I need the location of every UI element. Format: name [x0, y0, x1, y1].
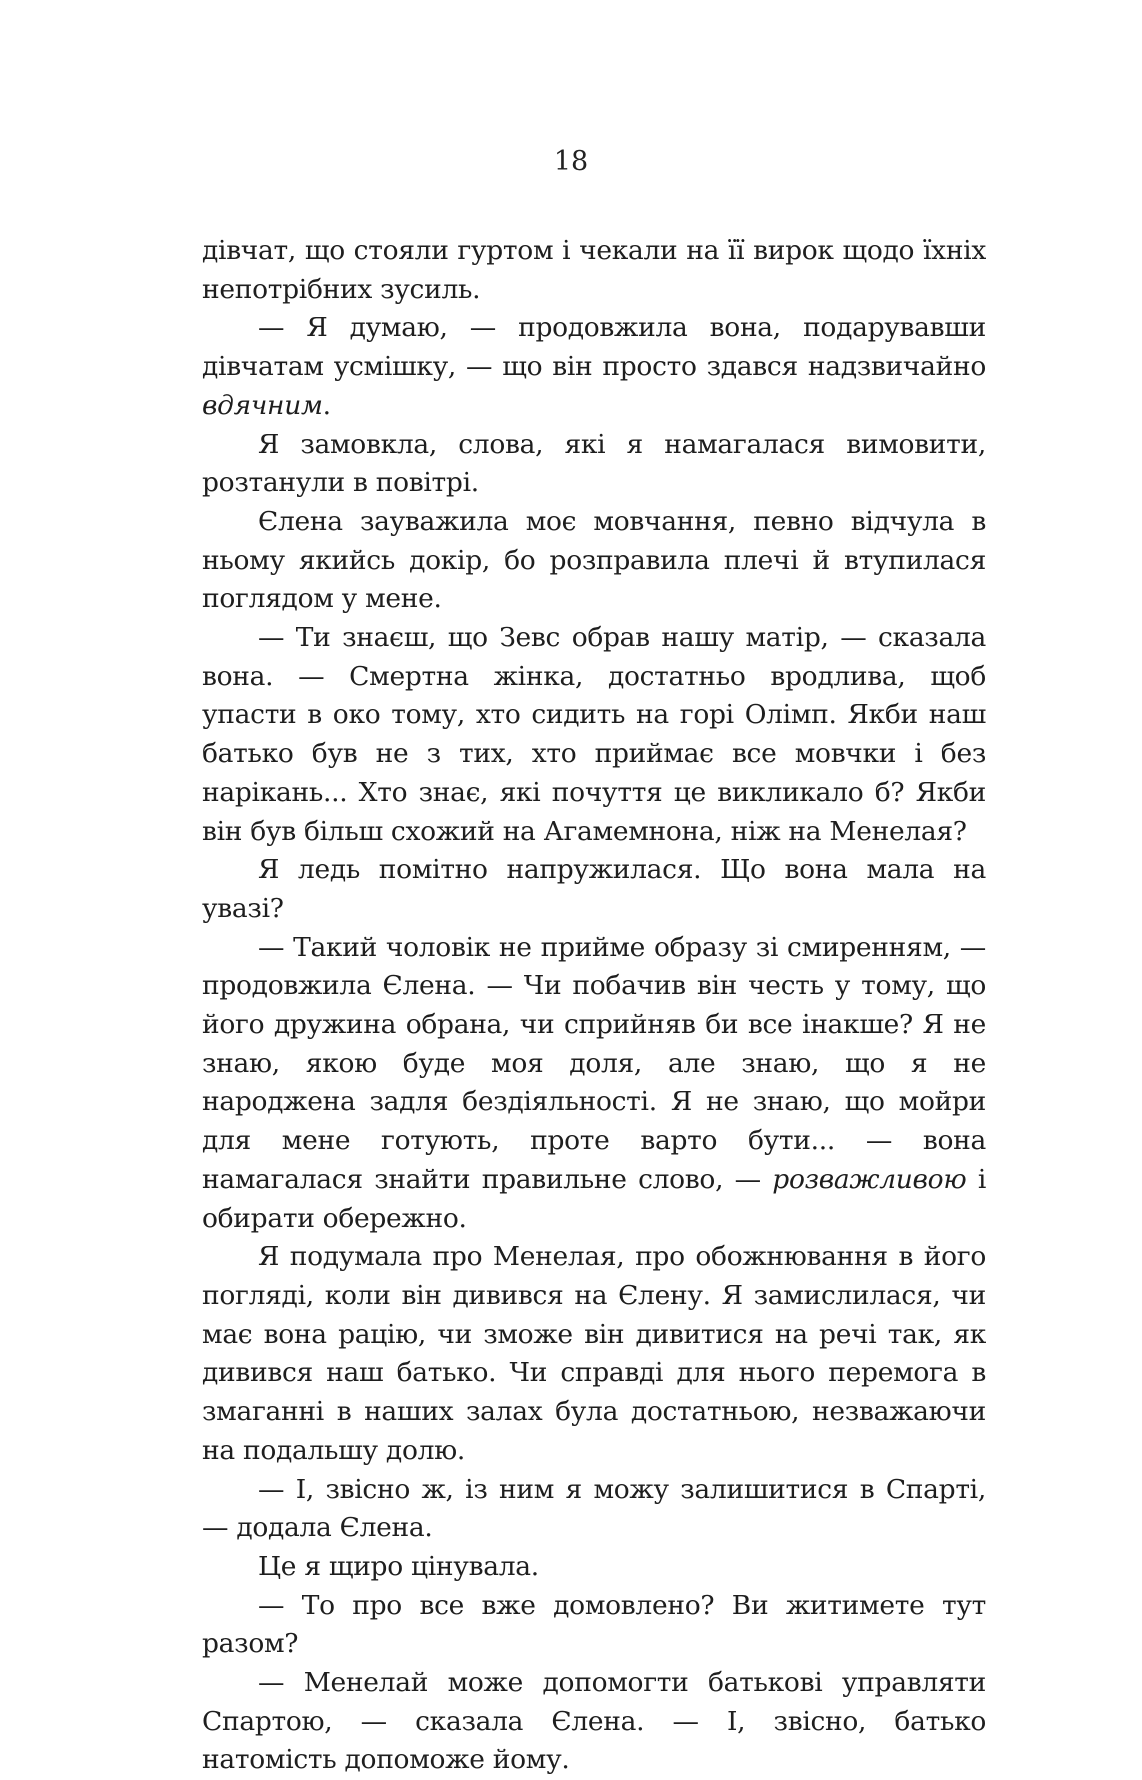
paragraph-text: — Я думаю, — продовжила вона, подарувавши дівчатам усмішку, — що він просто здався надзвичайно	[202, 312, 986, 383]
paragraph	[202, 1587, 986, 1664]
paragraph-text: — Менелай може допомогти батькові управляти Спартою, — сказала Єлена. — І, звісно, батько натомість допоможе йому.	[202, 1667, 986, 1776]
italic-text: вдячним	[202, 389, 323, 421]
paragraph	[202, 503, 986, 619]
paragraph-text: Єлена зауважила моє мовчання, певно відчула в ньому якийсь докір, бо розправила плечі й втупилася поглядом у мене.	[202, 505, 986, 615]
paragraph	[202, 929, 986, 1239]
paragraph-text: — То про все вже домовлено? Ви житимете тут разом?	[202, 1589, 986, 1660]
paragraph-text: Я замовкла, слова, які я намагалася вимовити, розтанули в повітрі.	[202, 428, 986, 499]
paragraph-text: Я подумала про Менелая, про обожнювання в його погляді, коли він дивився на Єлену. Я замислилася, чи має вона рацію, чи зможе він дивитися на речі так, як дивився наш батько. Чи справді для нього перемога в змаганні в наших залах була достатньою, незважаючи на подальшу долю.	[202, 1241, 986, 1466]
paragraph-text: і обирати обережно.	[202, 1163, 986, 1234]
paragraph	[202, 1664, 986, 1780]
paragraph	[202, 619, 986, 851]
italic-text: розважливою	[772, 1163, 967, 1195]
paragraph	[202, 1548, 986, 1587]
paragraph	[202, 309, 986, 425]
paragraph-text: — І, звісно ж, із ним я можу залишитися в Спарті, — додала Єлена.	[202, 1473, 986, 1544]
paragraph-text: дівчат, що стояли гуртом і чекали на її вирок щодо їхніх непотрібних зусиль.	[202, 235, 986, 305]
paragraph-text: — Ти знаєш, що Зевс обрав нашу матір, — сказала вона. — Смертна жінка, достатньо вродлива, щоб упасти в око тому, хто сидить на горі Олімп. Якби наш батько був не з тих, хто приймає все мовчки і без нарікань... Хто знає, які почуття це викликало б? Якби він був більш схожий на Агамемнона, ніж на Менелая?	[202, 622, 986, 847]
paragraph-text: Я ледь помітно напружилася. Що вона мала на увазі?	[202, 854, 986, 924]
paragraph	[202, 232, 986, 309]
paragraph-text: Це я щиро цінувала.	[258, 1550, 539, 1582]
paragraph	[202, 426, 986, 503]
page-number: 18	[553, 146, 589, 177]
paragraph	[202, 1238, 986, 1470]
paragraph	[202, 1471, 986, 1548]
paragraph-text: — Такий чоловік не прийме образу зі смиренням, — продовжила Єлена. — Чи побачив він честь у тому, що його дружина обрана, чи сприйняв би все інакше? Я не знаю, якою буде моя доля, але знаю, що я не народжена задля бездіяльності. Я не знаю, що мойри для мене готують, проте варто бути... — вона намагалася знайти правильне слово, —	[202, 931, 986, 1195]
paragraph	[202, 851, 986, 928]
paragraph-text: .	[322, 389, 331, 421]
body-text	[202, 232, 986, 1780]
